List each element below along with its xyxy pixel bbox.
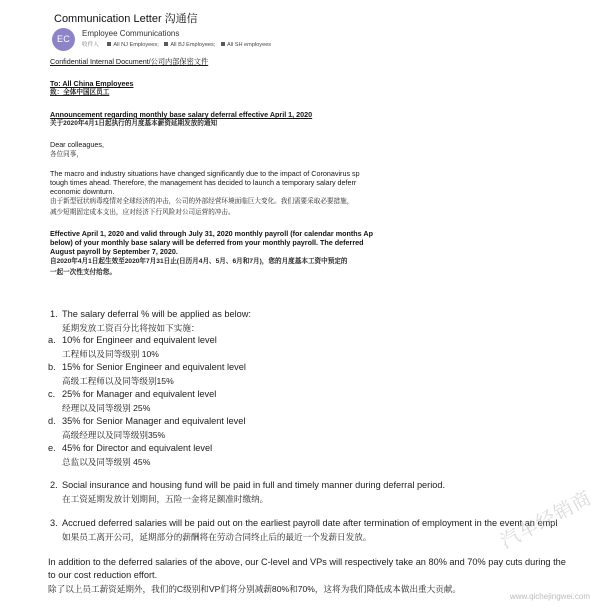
- effective-en-2: below) of your monthly base salary will be deferred from your monthly payroll. The deferred: [50, 238, 364, 247]
- closing-cn: 除了以上员工薪资延期外，我们的C级别和VP们将分别减薪80%和70%，这将为我们降低成本做出重大贡献。: [48, 584, 462, 594]
- intro-en-2: tough times ahead. Therefore, the management has decided to launch a temporary salary deferr: [50, 178, 357, 187]
- subitem-c-letter: c.: [48, 389, 56, 399]
- item-3-en: Accrued deferred salaries will be paid out on the earliest payroll date after termination of employment in the event an empl: [62, 518, 558, 528]
- subitem-a-cn: 工程师以及同等级别 10%: [62, 349, 159, 359]
- subject-cn: 关于2020年4月1日起执行的月度基本薪资延期发放的通知: [50, 120, 218, 127]
- subitem-e-letter: e.: [48, 443, 56, 453]
- effective-cn-1: 自2020年4月1日起生效至2020年7月31日止(日历月4月、5月、6月和7月)，您的月度基本工资中预定的: [50, 258, 348, 265]
- confidential-header: Confidential Internal Document/公司内部保密文件: [50, 57, 209, 66]
- effective-en-3: August payroll by September 7, 2020.: [50, 247, 178, 256]
- sender-name[interactable]: Employee Communications: [82, 29, 180, 38]
- email-title: Communication Letter 沟通信: [54, 13, 198, 25]
- watermark-text: 汽车经销商: [497, 487, 596, 554]
- subitem-a-en: 10% for Engineer and equivalent level: [62, 335, 217, 345]
- intro-en-1: The macro and industry situations have changed significantly due to the impact of Coronavirus sp: [50, 169, 360, 178]
- greeting-en: Dear colleagues,: [50, 140, 104, 149]
- subitem-d-cn: 高级经理以及同等级别35%: [62, 430, 166, 440]
- item-3-number: 3.: [50, 518, 58, 528]
- recipients-label: 收件人: [82, 42, 99, 48]
- subitem-b-en: 15% for Senior Engineer and equivalent level: [62, 362, 246, 372]
- effective-en-1: Effective April 1, 2020 and valid through July 31, 2020 monthly payroll (for calendar months Ap: [50, 229, 373, 238]
- subitem-e-en: 45% for Director and equivalent level: [62, 443, 213, 453]
- subitem-e-cn: 总监以及同等级别 45%: [62, 457, 151, 467]
- greeting-cn: 各位同事，: [50, 151, 83, 158]
- intro-cn-2: 减少短期固定成本支出，应对经济下行风险对公司运营的冲击。: [50, 209, 235, 216]
- item-1-cn: 延期发放工资百分比将按如下实施：: [62, 323, 200, 333]
- item-2-cn: 在工资延期发放计划期间，五险一金将足额准时缴纳。: [62, 494, 269, 504]
- subitem-c-cn: 经理以及同等级别 25%: [62, 403, 151, 413]
- closing-en-1: In addition to the deferred salaries of the above, our C-level and VPs will respectively take an 80% and 70% pay cuts during the: [48, 557, 566, 567]
- intro-cn-1: 由于新型冠状病毒疫情对全球经济的冲击，公司的外部经营环境面临巨大变化。我们需要采取必要措施，: [50, 198, 354, 205]
- item-1-number: 1.: [50, 309, 58, 319]
- group-icon: [164, 42, 168, 46]
- to-line-cn: 致：全体中国区员工: [50, 89, 110, 96]
- effective-cn-2: 一起一次性支付给您。: [50, 269, 116, 276]
- watermark-site: www.qichejingwei.com: [509, 592, 590, 601]
- subitem-c-en: 25% for Manager and equivalent level: [62, 389, 217, 399]
- item-1-en: The salary deferral % will be applied as below:: [62, 309, 251, 319]
- group-icon: [107, 42, 111, 46]
- recipient-sh[interactable]: All SH employees: [226, 42, 272, 48]
- item-3-cn: 如果员工离开公司，延期部分的薪酬将在劳动合同终止后的最近一个发薪日发放。: [62, 532, 372, 542]
- item-2-number: 2.: [50, 480, 58, 490]
- recipient-bj[interactable]: All BJ Employees: [170, 42, 214, 48]
- group-icon: [221, 42, 225, 46]
- subitem-a-letter: a.: [48, 335, 56, 345]
- intro-en-3: economic downturn.: [50, 187, 115, 196]
- subitem-b-cn: 高级工程师以及同等级别15%: [62, 376, 174, 386]
- recipients-line: 收件人 All NJ Employees; All BJ Employees; All SH employees: [82, 42, 272, 48]
- to-line-en: To: All China Employees: [50, 79, 134, 88]
- avatar[interactable]: EC: [52, 28, 75, 51]
- subject-en: Announcement regarding monthly base salary deferral effective April 1, 2020: [50, 110, 313, 119]
- recipient-nj[interactable]: All NJ Employees: [113, 42, 158, 48]
- subitem-d-letter: d.: [48, 416, 56, 426]
- subitem-d-en: 35% for Senior Manager and equivalent level: [62, 416, 246, 426]
- subitem-b-letter: b.: [48, 362, 56, 372]
- item-2-en: Social insurance and housing fund will be paid in full and timely manner during deferral period.: [62, 480, 446, 490]
- closing-en-2: to our cost reduction effort.: [48, 570, 158, 580]
